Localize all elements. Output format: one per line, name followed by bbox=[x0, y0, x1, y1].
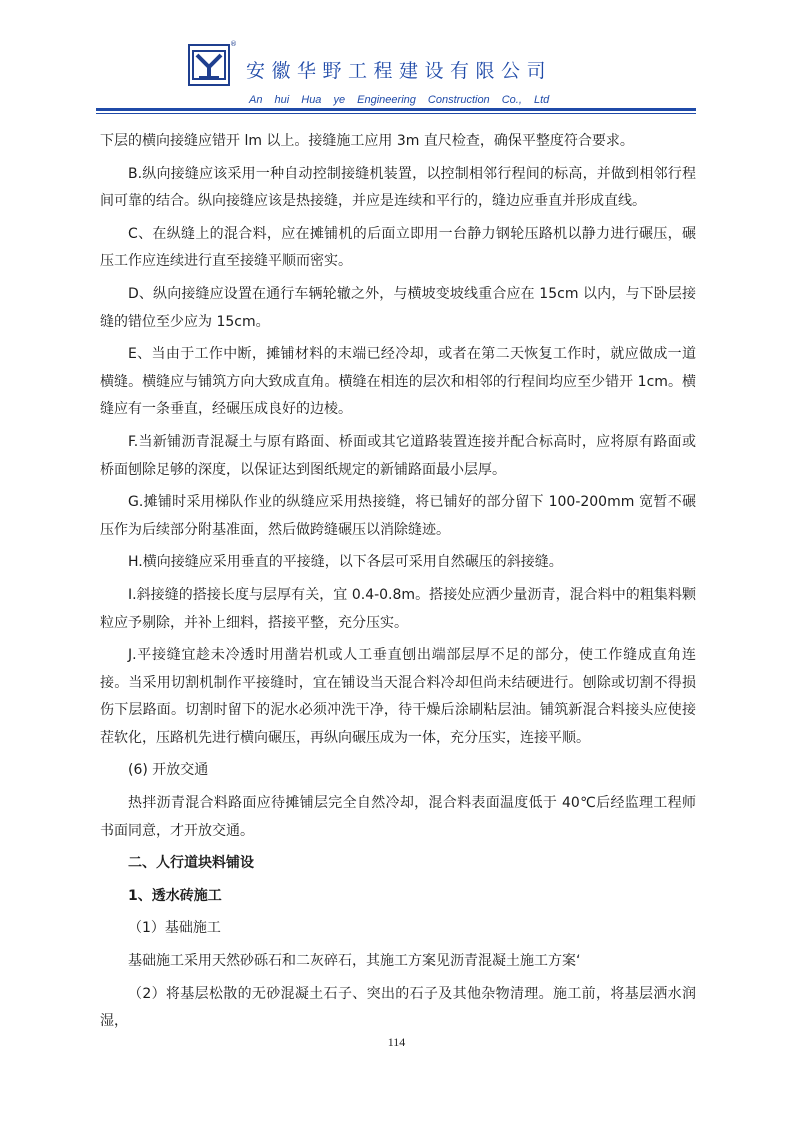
paragraph-base-cleaning: （2）将基层松散的无砂混凝土石子、突出的石子及其他杂物清理。施工前，将基层洒水润湿， bbox=[100, 985, 696, 1030]
header-rule-thin bbox=[96, 113, 696, 114]
company-logo-icon bbox=[188, 44, 230, 86]
page-number: 114 bbox=[387, 1035, 406, 1049]
company-name-cn: 安徽华野工程建设有限公司 bbox=[246, 60, 553, 82]
subheading-foundation: （1）基础施工 bbox=[128, 920, 221, 937]
paragraph-open-traffic: 热拌沥青混合料路面应待摊铺层完全自然冷却，混合料表面温度低于 40℃后经监理工程师书面同意，才开放交通。 bbox=[100, 795, 696, 839]
paragraph-j: J.平接缝宜趁未冷透时用凿岩机或人工垂直刨出端部层厚不足的部分，使工作缝成直角连接。当采用切割机制作平接缝时，宜在铺设当天混合料冷却但尚未结硬进行。刨除或切割不得损伤下层路面。切割时留下的泥水必须冲洗干净，待干燥后涂刷粘层油。铺筑新混合料接头应使接茬软化，压路机先进行横向碾压，再纵向碾压成为一体，充分压实，连接平顺。 bbox=[100, 647, 696, 746]
paragraph-i: I.斜接缝的搭接长度与层厚有关，宜 0.4-0.8m。搭接处应洒少量沥青，混合料中的粗集料颗粒应予剔除，并补上细料，搭接平整，充分压实。 bbox=[100, 586, 696, 631]
company-name-en: An hui Hua ye Engineering Construction Co., Ltd bbox=[249, 94, 550, 106]
paragraph-g: G.摊铺时采用梯队作业的纵缝应采用热接缝，将已铺好的部分留下 100-200mm 宽暂不碾压作为后续部分附基准面，然后做跨缝碾压以消除缝迹。 bbox=[100, 494, 696, 538]
paragraph-h: H.横向接缝应采用垂直的平接缝，以下各层可采用自然碾压的斜接缝。 bbox=[128, 554, 563, 571]
page-body bbox=[100, 128, 696, 1041]
registered-mark: ® bbox=[230, 40, 237, 48]
section-heading-open-traffic: (6) 开放交通 bbox=[128, 762, 209, 779]
paragraph-f: F.当新铺沥青混凝土与原有路面、桥面或其它道路装置连接并配合标高时，应将原有路面或桥面刨除足够的深度，以保证达到图纸规定的新铺路面最小层厚。 bbox=[100, 433, 696, 478]
header-rule-thick bbox=[96, 108, 696, 111]
paragraph-1: 下层的横向接缝应错开 lm 以上。接缝施工应用 3m 直尺检查，确保平整度符合要求。 bbox=[100, 133, 634, 149]
page-header bbox=[0, 0, 793, 125]
paragraph-e: E、当由于工作中断，摊铺材料的末端已经冷却，或者在第二天恢复工作时，就应做成一道横缝。横缝应与铺筑方向大致成直角。横缝在相连的层次和相邻的行程间均应至少错开 1cm。横缝应有一条垂直，经碾压成良好的边棱。 bbox=[100, 346, 696, 418]
section-heading-permeable-brick: 1、透水砖施工 bbox=[128, 887, 222, 904]
paragraph-b: B.纵向接缝应该采用一种自动控制接缝机装置，以控制相邻行程间的标高，并做到相邻行程间可靠的结合。纵向接缝应该是热接缝，并应是连续和平行的，缝边应垂直并形成直线。 bbox=[100, 165, 696, 210]
paragraph-c: C、在纵缝上的混合料，应在摊铺机的后面立即用一台静力钢轮压路机以静力进行碾压，碾压工作应连续进行直至接缝平顺而密实。 bbox=[100, 225, 696, 270]
paragraph-d: D、纵向接缝应设置在通行车辆轮辙之外，与横坡变坡线重合应在 15cm 以内，与下卧层接缝的错位至少应为 15cm。 bbox=[100, 285, 696, 330]
paragraph-foundation: 基础施工采用天然砂砾石和二灰碎石，其施工方案见沥青混凝土施工方案‘ bbox=[128, 953, 581, 970]
section-heading-sidewalk: 二、人行道块料铺设 bbox=[128, 855, 254, 872]
